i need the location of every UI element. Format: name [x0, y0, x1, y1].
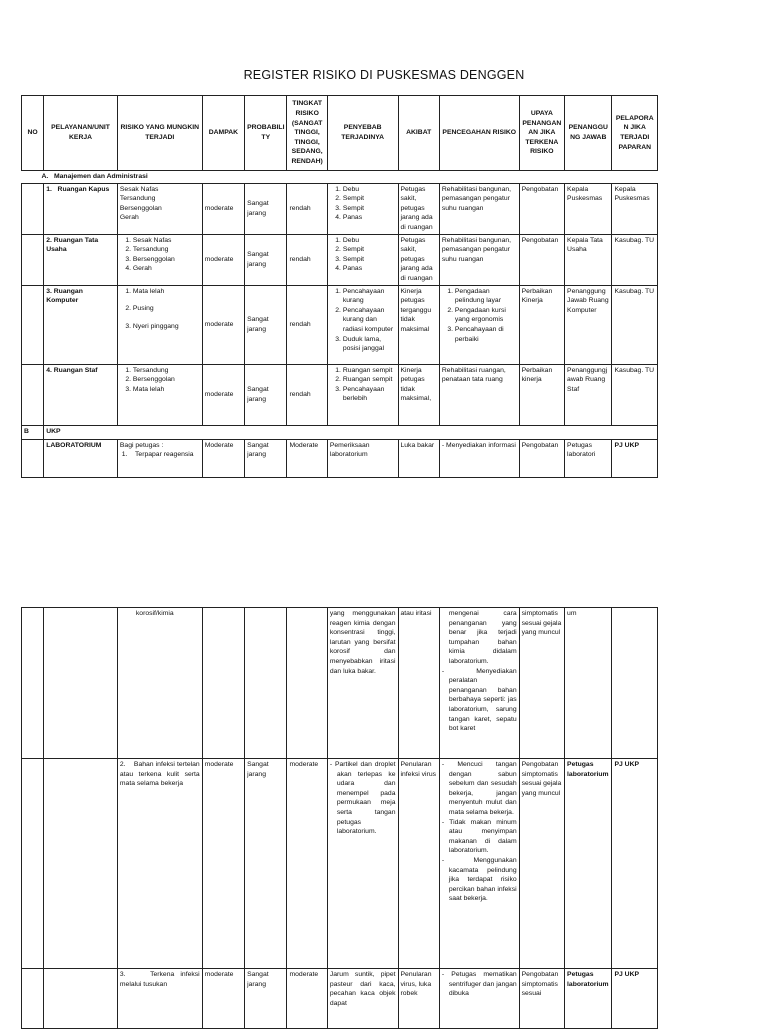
pj-cell: Penanggung Jawab Ruang Komputer: [565, 285, 612, 364]
header-pencegahan: PENCEGAHAN RISIKO: [439, 96, 519, 171]
tingkat-cell: moderate: [287, 969, 327, 1029]
unit-cell: 3. Ruangan Komputer: [44, 285, 118, 364]
header-risk: RISIKO YANG MUNGKIN TERJADI: [117, 96, 202, 171]
table-row: [22, 969, 658, 1029]
pencegahan-cell: Rehabilitasi bangunan, pemasangan pengatur suhu ruangan: [439, 183, 519, 234]
dampak-cell: moderate: [202, 183, 244, 234]
header-penyebab: PENYEBAB TERJADINYA: [327, 96, 398, 171]
risk-cell: 1. Tersandung 2. Bersenggolan 3. Mata lelah: [117, 364, 202, 425]
pelaporan-cell: PJ UKP: [612, 969, 658, 1029]
table-row: [22, 364, 658, 425]
probability-cell: Sangat jarang: [245, 285, 287, 364]
risk-cell: korosif/kimia: [117, 608, 202, 759]
unit-cell: 4. Ruangan Staf: [44, 364, 118, 425]
header-probability: PROBABILITY: [245, 96, 287, 171]
risk-cell: Sesak Nafas Tersandung Bersenggolan Gerah: [117, 183, 202, 234]
header-akibat: AKIBAT: [398, 96, 439, 171]
probability-cell: Sangat jarang: [245, 183, 287, 234]
probability-cell: Sangat jarang: [245, 969, 287, 1029]
section-b-no: B: [22, 425, 44, 439]
document-title: REGISTER RISIKO DI PUSKESMAS DENGGEN: [243, 68, 525, 82]
penyebab-cell: 1. Debu 2. Sempit 3. Sempit 4. Panas: [327, 183, 398, 234]
pelaporan-cell: Kasubag. TU: [612, 234, 658, 285]
probability-cell: Sangat jarang: [245, 234, 287, 285]
risk-register-table-continued: [21, 607, 658, 1029]
header-upaya: UPAYA PENANGANAN JIKA TERKENA RISIKO: [519, 96, 564, 171]
dampak-cell: moderate: [202, 364, 244, 425]
tingkat-cell: rendah: [287, 234, 327, 285]
table-row: [22, 439, 658, 477]
pelaporan-cell: PJ UKP: [612, 759, 658, 969]
header-tingkat: TINGKAT RISIKO (SANGAT TINGGI, TINGGI, SEDANG, RENDAH): [287, 96, 327, 171]
penyebab-cell: 1. Debu 2. Sempit 3. Sempit 4. Panas: [327, 234, 398, 285]
upaya-cell: simptomatis sesuai gejala yang muncul: [519, 608, 564, 759]
pj-cell: Petugas laboratorium: [565, 969, 612, 1029]
header-row: [22, 96, 658, 171]
pencegahan-cell: 1. Pengadaan pelindung layar 2. Pengadaan kursi yang ergonomis 3. Pencahayaan di perbaiki: [439, 285, 519, 364]
pj-cell: Penanggungjawab Ruang Staf: [565, 364, 612, 425]
unit-cell: LABORATORIUM: [44, 439, 118, 477]
penyebab-cell: - Partikel dan droplet akan terlepas ke udara dan menempel pada permukaan meja serta tangan petugas laboratorium.: [327, 759, 398, 969]
pj-cell: Petugas laboratorium: [565, 759, 612, 969]
table-row: [22, 608, 658, 759]
upaya-cell: Perbaikan kinerja: [519, 364, 564, 425]
pencegahan-cell: - Menyediakan informasi: [439, 439, 519, 477]
pencegahan-cell: - Petugas mematikan sentrifuger dan jangan dibuka: [439, 969, 519, 1029]
dampak-cell: moderate: [202, 759, 244, 969]
header-pelaporan: PELAPORAN JIKA TERJADI PAPARAN: [612, 96, 658, 171]
tingkat-cell: Moderate: [287, 439, 327, 477]
akibat-cell: atau iritasi: [398, 608, 439, 759]
section-a-label: A. Manajemen dan Administrasi: [22, 171, 658, 184]
header-dampak: DAMPAK: [202, 96, 244, 171]
pj-cell: um: [565, 608, 612, 759]
akibat-cell: Kinerja petugas tidak maksimal,: [398, 364, 439, 425]
risk-cell: 1. Sesak Nafas 2. Tersandung 3. Bersenggolan 4. Gerah: [117, 234, 202, 285]
section-b-label: UKP: [44, 425, 658, 439]
header-unit: PELAYANAN/UNIT KERJA: [44, 96, 118, 171]
header-pj: PENANGGUNG JAWAB: [565, 96, 612, 171]
tingkat-cell: rendah: [287, 285, 327, 364]
tingkat-cell: rendah: [287, 183, 327, 234]
pencegahan-cell: Rehabilitasi bangunan, pemasangan pengatur suhu ruangan: [439, 234, 519, 285]
penyebab-cell: Pemeriksaan laboratorium: [327, 439, 398, 477]
akibat-cell: Petugas sakit, petugas jarang ada di ruangan: [398, 183, 439, 234]
upaya-cell: Perbaikan Kinerja: [519, 285, 564, 364]
header-no: NO: [22, 96, 44, 171]
pj-cell: Kepala Tata Usaha: [565, 234, 612, 285]
pencegahan-cell: Rehabilitasi ruangan, penataan tata ruang: [439, 364, 519, 425]
upaya-cell: Pengobatan: [519, 234, 564, 285]
risk-cell: 3. Terkena infeksi melalui tusukan: [117, 969, 202, 1029]
pj-cell: Petugas laboratori: [565, 439, 612, 477]
penyebab-cell: Jarum suntik, pipet pasteur dari kaca, pecahan kaca objek dapat: [327, 969, 398, 1029]
table-row: [22, 234, 658, 285]
unit-cell: 2. Ruangan Tata Usaha: [44, 234, 118, 285]
section-b-row: [22, 425, 658, 439]
risk-cell: Bagi petugas : 1. Terpapar reagensia: [117, 439, 202, 477]
table-row: [22, 759, 658, 969]
pencegahan-cell: mengenai cara penanganan yang benar jika terjadi tumpahan bahan kimia didalam laboratorium. - Menyediakan peralatan penanganan bahan berbahaya seperti: jas laboratorium, sarung tangan karet, sepatu bot karet: [439, 608, 519, 759]
dampak-cell: Moderate: [202, 439, 244, 477]
probability-cell: Sangat jarang: [245, 759, 287, 969]
penyebab-cell: yang menggunakan reagen kimia dengan konsentrasi tinggi, larutan yang bersifat korosif dan menyebabkan iritasi dan luka bakar.: [327, 608, 398, 759]
probability-cell: Sangat jarang: [245, 439, 287, 477]
unit-cell: 1. Ruangan Kapus: [44, 183, 118, 234]
akibat-cell: Petugas sakit, petugas jarang ada di ruangan: [398, 234, 439, 285]
dampak-cell: moderate: [202, 969, 244, 1029]
akibat-cell: Luka bakar: [398, 439, 439, 477]
pelaporan-cell: Kasubag. TU: [612, 364, 658, 425]
dampak-cell: moderate: [202, 285, 244, 364]
akibat-cell: Penularan virus, luka robek: [398, 969, 439, 1029]
risk-register-table: [21, 95, 658, 478]
pencegahan-cell: - Mencuci tangan dengan sabun sebelum dan sesudah bekerja, jangan menyentuh mulut dan mata selama bekerja. - Tidak makan minum atau menyimpan makanan di dalam laboratorium. - Menggunakan kacamata pelindung jika terdapat risiko percikan bahan infeksi saat bekerja.: [439, 759, 519, 969]
tingkat-cell: moderate: [287, 759, 327, 969]
tingkat-cell: rendah: [287, 364, 327, 425]
probability-cell: Sangat jarang: [245, 364, 287, 425]
section-a-row: [22, 171, 658, 184]
penyebab-cell: 1. Ruangan sempit 2. Ruangan sempit 3. Pencahayaan berlebih: [327, 364, 398, 425]
upaya-cell: Pengobatan simptomatis sesuai gejala yang muncul: [519, 759, 564, 969]
upaya-cell: Pengobatan: [519, 183, 564, 234]
penyebab-cell: 1. Pencahayaan kurang 2. Pencahayaan kurang dan radiasi komputer 3. Duduk lama, posisi janggal: [327, 285, 398, 364]
pelaporan-cell: [612, 608, 658, 759]
pj-cell: Kepala Puskesmas: [565, 183, 612, 234]
dampak-cell: moderate: [202, 234, 244, 285]
table-row: [22, 183, 658, 234]
akibat-cell: Penularan infeksi virus: [398, 759, 439, 969]
table-row: [22, 285, 658, 364]
upaya-cell: Pengobatan: [519, 439, 564, 477]
upaya-cell: Pengobatan simptomatis sesuai: [519, 969, 564, 1029]
risk-cell: 2. Bahan infeksi tertelan atau terkena kulit serta mata selama bekerja: [117, 759, 202, 969]
pelaporan-cell: PJ UKP: [612, 439, 658, 477]
risk-cell: 1. Mata lelah 2. Pusing 3. Nyeri pinggang: [117, 285, 202, 364]
akibat-cell: Kinerja petugas terganggu tidak maksimal: [398, 285, 439, 364]
pelaporan-cell: Kasubag. TU: [612, 285, 658, 364]
pelaporan-cell: Kepala Puskesmas: [612, 183, 658, 234]
